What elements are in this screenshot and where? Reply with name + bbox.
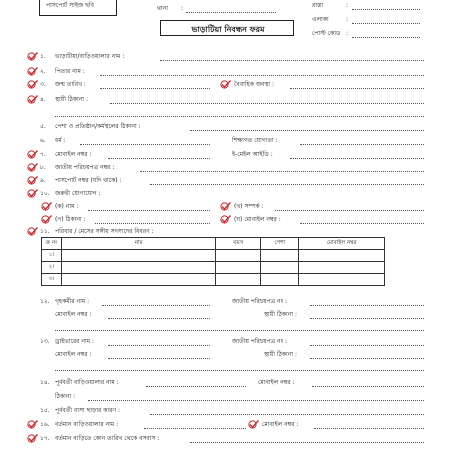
label-emergency-name: (ক) নাম :	[55, 203, 79, 210]
area-label: এলাকা	[312, 16, 329, 23]
form-title-box	[160, 20, 294, 36]
area-field[interactable]	[352, 23, 420, 24]
label-birth-date: জন্ম তারিখ :	[55, 81, 86, 88]
field-driver-name[interactable]	[108, 345, 210, 346]
cell-occupation[interactable]	[261, 274, 299, 286]
field-previous-landlord[interactable]	[146, 386, 246, 387]
row-serial: ১।	[42, 250, 62, 262]
checkmark-icon	[27, 189, 38, 198]
label-driver-mobile: মোবাইল নম্বর :	[55, 351, 92, 358]
checkmark-icon	[27, 150, 38, 159]
field-emergency-name[interactable]	[88, 210, 210, 211]
field-residence-since[interactable]	[190, 442, 424, 443]
row-serial: ২।	[42, 262, 62, 274]
label-current-landlord: বর্তমান বাড়িওয়ালার নাম :	[55, 421, 119, 428]
label-housemaid-mobile: মোবাইল নম্বর :	[55, 311, 92, 318]
table-row	[42, 274, 385, 286]
cell-occupation[interactable]	[261, 250, 299, 262]
checkmark-icon	[27, 176, 38, 185]
label-passport: পাসপোর্ট নম্বর (যদি থাকে) :	[55, 177, 122, 184]
field-driver-address[interactable]	[310, 358, 424, 359]
label-housemaid-nid: জাতীয় পরিচয়পত্র নং :	[232, 298, 288, 305]
label-residence-since: বর্তমান বাড়িতে কোন তারিখ থেকে বসবাস :	[55, 435, 160, 442]
field-driver-mobile[interactable]	[108, 358, 210, 359]
col-serial: ক্র নং	[42, 238, 62, 250]
form-title: ভাড়াটিয়া নিবন্ধন ফরম	[191, 25, 265, 34]
label-driver-address: স্থায়ী ঠিকানা :	[264, 351, 297, 358]
checkmark-icon	[248, 420, 259, 429]
field-driver-address-line2[interactable]	[55, 370, 424, 371]
field-housemaid-address-line2[interactable]	[55, 330, 424, 331]
field-tenant-name[interactable]	[160, 60, 424, 61]
checkmark-icon	[27, 80, 38, 89]
label-previous-landlord-mobile: মোবাইল নম্বর :	[258, 379, 295, 386]
family-members-table	[41, 237, 385, 286]
label-mobile: মোবাইল নম্বর :	[55, 151, 92, 158]
thana-field[interactable]	[186, 12, 276, 13]
label-previous-address: ঠিকানা :	[55, 393, 76, 400]
cell-name[interactable]	[61, 250, 215, 262]
checkmark-icon	[41, 215, 52, 224]
label-permanent-address: স্থায়ী ঠিকানা :	[55, 96, 88, 103]
label-religion: ধর্ম :	[55, 137, 66, 144]
field-housemaid-name[interactable]	[102, 305, 210, 306]
cell-age[interactable]	[216, 262, 261, 274]
checkmark-icon	[220, 202, 231, 211]
field-father-name[interactable]	[100, 75, 424, 76]
field-previous-landlord-mobile[interactable]	[312, 386, 424, 387]
field-nid[interactable]	[140, 171, 424, 172]
postcode-label: পোস্ট কোড	[312, 30, 341, 37]
field-birth-date[interactable]	[100, 88, 210, 89]
field-mobile[interactable]	[108, 158, 210, 159]
col-age: বয়স	[216, 238, 261, 250]
field-occupation[interactable]	[190, 130, 424, 131]
label-tenant-name: ভাড়াটিয়া/বাড়িওয়ালার নাম :	[55, 53, 125, 60]
field-emergency-address[interactable]	[95, 223, 210, 224]
field-education[interactable]	[300, 144, 424, 145]
field-religion[interactable]	[80, 144, 210, 145]
table-row	[42, 262, 385, 274]
checkmark-icon	[27, 420, 38, 429]
field-current-landlord-mobile[interactable]	[314, 428, 424, 429]
field-permanent-address-line2[interactable]	[55, 116, 424, 117]
label-emergency-relation: (খ) সম্পর্ক :	[234, 203, 264, 210]
checkmark-icon	[27, 52, 38, 61]
label-housemaid-address: স্থায়ী ঠিকানা :	[264, 311, 297, 318]
label-housemaid-name: গৃহকর্মীর নাম :	[55, 298, 90, 305]
field-marital-status[interactable]	[290, 88, 424, 89]
label-leaving-reason: পূর্ববর্তী বাসা ছাড়ার কারণ :	[55, 407, 120, 414]
checkmark-icon	[27, 163, 38, 172]
checkmark-icon	[220, 215, 231, 224]
col-name: নাম	[61, 238, 215, 250]
label-marital-status: বৈবাহিক অবস্থা :	[234, 81, 274, 88]
field-housemaid-nid[interactable]	[310, 305, 424, 306]
label-emergency-contact: জরুরী যোগাযোগ :	[55, 190, 101, 197]
field-leaving-reason[interactable]	[150, 414, 424, 415]
checkmark-icon	[27, 95, 38, 104]
field-emergency-relation[interactable]	[275, 210, 424, 211]
cell-mobile[interactable]	[299, 250, 385, 262]
label-driver-name: ড্রাইভারের নাম :	[55, 338, 94, 345]
road-label: রাস্তা	[312, 2, 324, 9]
field-passport[interactable]	[150, 184, 424, 185]
road-field[interactable]	[352, 9, 420, 10]
col-occupation: পেশা	[261, 238, 299, 250]
table-row	[42, 250, 385, 262]
checkmark-icon	[220, 80, 231, 89]
checkmark-icon	[27, 434, 38, 443]
checkmark-icon	[27, 67, 38, 76]
postcode-field[interactable]	[352, 37, 420, 38]
cell-occupation[interactable]	[261, 262, 299, 274]
field-current-landlord[interactable]	[144, 428, 246, 429]
row-serial: ৩।	[42, 274, 62, 286]
cell-mobile[interactable]	[299, 262, 385, 274]
photo-label: পাসপোর্ট সাইজ ছবি	[46, 2, 94, 9]
label-occupation: পেশা ও প্রতিষ্ঠান/কর্মস্থলের ঠিকানা :	[55, 123, 141, 130]
field-driver-nid[interactable]	[310, 345, 424, 346]
label-nid: জাতীয় পরিচয়পত্র নম্বর :	[55, 164, 115, 171]
label-current-landlord-mobile: মোবাইল নম্বর :	[262, 421, 299, 428]
label-emergency-mobile: (ঘ) মোবাইল নম্বর :	[234, 216, 281, 223]
checkmark-icon	[27, 227, 38, 236]
field-email[interactable]	[290, 158, 424, 159]
label-emergency-address: (গ) ঠিকানা :	[55, 216, 86, 223]
cell-mobile[interactable]	[299, 274, 385, 286]
field-housemaid-mobile[interactable]	[108, 318, 210, 319]
cell-name[interactable]	[61, 262, 215, 274]
cell-age[interactable]	[216, 274, 261, 286]
label-family-members: পরিবার / মেসের সঙ্গীয় সদস্যদের বিবরণ :	[55, 228, 154, 235]
cell-name[interactable]	[61, 274, 215, 286]
label-previous-landlord: পূর্ববর্তী বাড়িওয়ালার নাম :	[55, 379, 119, 386]
label-education: শিক্ষাগত যোগ্যতা :	[232, 137, 278, 144]
checkmark-icon	[41, 202, 52, 211]
label-email: ই-মেইল আইডি :	[232, 151, 273, 158]
field-permanent-address[interactable]	[110, 103, 424, 104]
col-mobile: মোবাইল নম্বর	[299, 238, 385, 250]
field-housemaid-address[interactable]	[310, 318, 424, 319]
label-father-name: পিতার নাম :	[55, 68, 85, 75]
cell-age[interactable]	[216, 250, 261, 262]
field-emergency-mobile[interactable]	[300, 223, 424, 224]
table-header-row	[42, 238, 385, 250]
label-driver-nid: জাতীয় পরিচয়পত্র নং :	[232, 338, 288, 345]
field-previous-address[interactable]	[88, 400, 424, 401]
thana-label: থানা	[157, 5, 168, 12]
